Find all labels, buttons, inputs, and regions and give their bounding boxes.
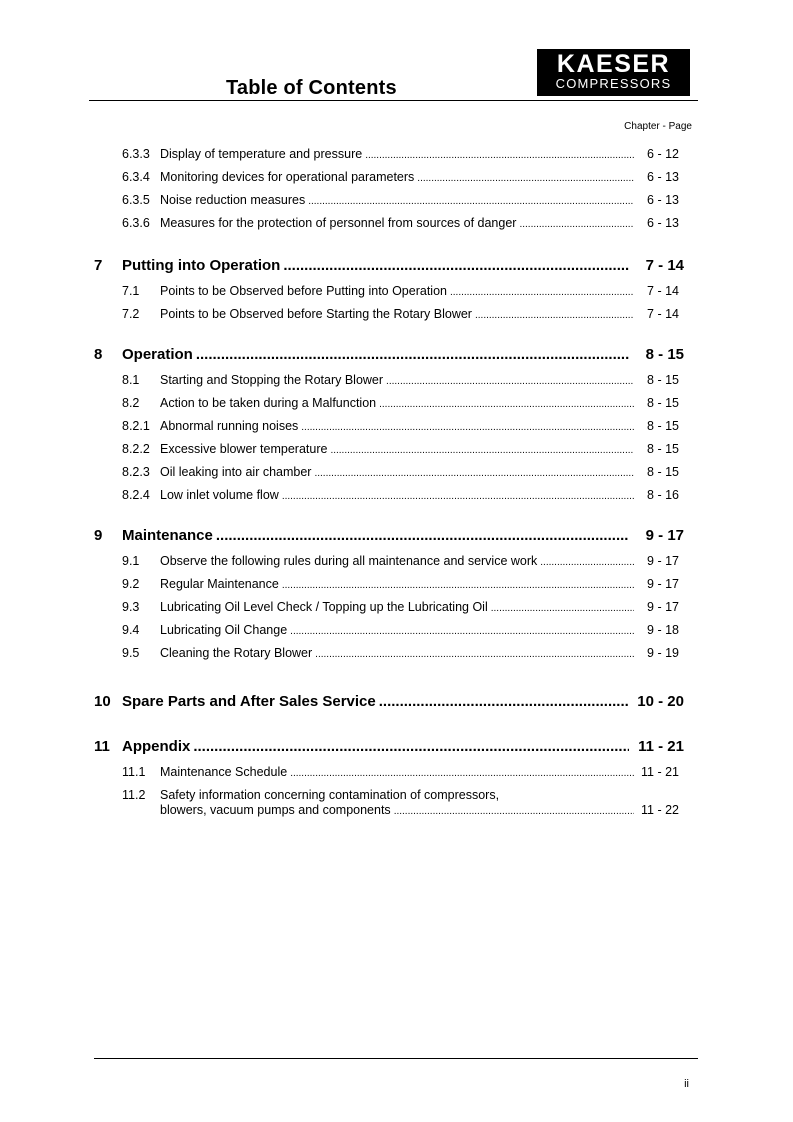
toc-chapter[interactable]	[94, 527, 684, 544]
chapter-page: 8 - 15	[645, 346, 684, 363]
chapter-number: 8	[94, 346, 103, 363]
column-header: Chapter - Page	[624, 121, 692, 132]
logo-wordmark: KAESER	[556, 50, 671, 78]
toc-chapter[interactable]	[94, 693, 684, 710]
toc-entry[interactable]	[122, 577, 679, 591]
entry-number: 11.1	[122, 765, 146, 779]
entry-page: 6 - 13	[647, 216, 679, 230]
entry-number: 8.2	[122, 396, 140, 410]
dot-leader	[282, 580, 634, 591]
dot-leader	[450, 287, 634, 298]
dot-leader	[379, 399, 634, 410]
entry-title: Action to be taken during a Malfunction	[160, 396, 377, 410]
dot-leader	[417, 173, 634, 184]
entry-title: Starting and Stopping the Rotary Blower	[160, 373, 384, 387]
entry-title: Monitoring devices for operational parameters	[160, 170, 415, 184]
toc-chapter[interactable]	[94, 738, 684, 755]
dot-leader	[330, 445, 634, 456]
entry-title: Maintenance Schedule	[160, 765, 288, 779]
dot-leader	[283, 257, 629, 274]
kaeser-logo	[537, 49, 690, 96]
entry-number: 9.3	[122, 600, 140, 614]
chapter-number: 9	[94, 527, 103, 544]
chapter-number: 11	[94, 738, 110, 755]
header-divider	[89, 100, 698, 101]
dot-leader	[216, 527, 629, 544]
entry-page: 6 - 13	[647, 193, 679, 207]
footer-divider	[94, 1058, 698, 1059]
entry-title: Lubricating Oil Change	[160, 623, 288, 637]
entry-number: 6.3.5	[122, 193, 150, 207]
toc-entry[interactable]	[122, 373, 679, 387]
entry-page: 8 - 15	[647, 396, 679, 410]
entry-page: 11 - 22	[641, 803, 679, 817]
entry-page: 8 - 15	[647, 465, 679, 479]
entry-title: Excessive blower temperature	[160, 442, 328, 456]
chapter-page: 9 - 17	[645, 527, 684, 544]
dot-leader	[519, 219, 634, 230]
entry-number: 6.3.3	[122, 147, 150, 161]
logo-subtitle: COMPRESSORS	[555, 76, 672, 91]
dot-leader	[193, 738, 629, 755]
entry-page: 6 - 12	[647, 147, 679, 161]
toc-entry[interactable]	[122, 216, 679, 230]
toc-entry[interactable]	[122, 600, 679, 614]
entry-page: 9 - 18	[647, 623, 679, 637]
dot-leader	[386, 376, 634, 387]
entry-number: 8.2.1	[122, 419, 150, 433]
entry-number: 8.1	[122, 373, 140, 387]
toc-entry[interactable]	[122, 623, 679, 637]
page-title: Table of Contents	[226, 77, 397, 99]
toc-chapter[interactable]	[94, 346, 684, 363]
chapter-title: Appendix	[122, 738, 191, 755]
entry-title: Safety information concerning contamination of compressors,	[160, 788, 500, 802]
entry-number: 7.2	[122, 307, 140, 321]
entry-number: 9.5	[122, 646, 140, 660]
dot-leader	[196, 346, 629, 363]
entry-number: 9.2	[122, 577, 140, 591]
toc-entry[interactable]	[122, 307, 679, 321]
dot-leader	[290, 626, 634, 637]
entry-number: 7.1	[122, 284, 140, 298]
page-number: ii	[684, 1078, 689, 1090]
entry-number: 9.1	[122, 554, 140, 568]
toc-entry[interactable]	[122, 442, 679, 456]
dot-leader	[308, 196, 634, 207]
toc-entry[interactable]	[122, 284, 679, 298]
toc-entry[interactable]	[122, 147, 679, 161]
toc-entry[interactable]	[122, 170, 679, 184]
entry-number: 8.2.4	[122, 488, 150, 502]
entry-title: Abnormal running noises	[160, 419, 299, 433]
entry-title: Low inlet volume flow	[160, 488, 279, 502]
toc-entry[interactable]	[122, 488, 679, 502]
toc-entry[interactable]	[122, 419, 679, 433]
toc-chapter[interactable]	[94, 257, 684, 274]
entry-page: 7 - 14	[647, 284, 679, 298]
entry-title: Noise reduction measures	[160, 193, 306, 207]
toc-entry[interactable]	[122, 396, 679, 410]
entry-title: Oil leaking into air chamber	[160, 465, 312, 479]
toc-entry[interactable]	[122, 554, 679, 568]
entry-title: Regular Maintenance	[160, 577, 279, 591]
entry-title: Lubricating Oil Level Check / Topping up the Lubricating Oil	[160, 600, 488, 614]
entry-title-continued: blowers, vacuum pumps and components	[160, 803, 391, 817]
chapter-title: Putting into Operation	[122, 257, 281, 274]
entry-page: 9 - 19	[647, 646, 679, 660]
entry-title: Points to be Observed before Starting the Rotary Blower	[160, 307, 472, 321]
entry-page: 7 - 14	[647, 307, 679, 321]
chapter-page: 10 - 20	[637, 693, 684, 710]
entry-page: 6 - 13	[647, 170, 679, 184]
entry-page: 9 - 17	[647, 554, 679, 568]
toc-entry[interactable]	[122, 765, 679, 779]
dot-leader	[475, 310, 634, 321]
entry-page: 9 - 17	[647, 577, 679, 591]
chapter-page: 7 - 14	[645, 257, 684, 274]
entry-number: 8.2.3	[122, 465, 150, 479]
dot-leader	[379, 693, 629, 710]
entry-number: 8.2.2	[122, 442, 150, 456]
entry-page: 8 - 16	[647, 488, 679, 502]
entry-number: 11.2	[122, 788, 146, 802]
toc-entry[interactable]	[122, 465, 679, 479]
entry-page: 11 - 21	[641, 765, 679, 779]
entry-title: Points to be Observed before Putting into Operation	[160, 284, 447, 298]
chapter-number: 7	[94, 257, 103, 274]
dot-leader	[314, 468, 634, 479]
dot-leader	[282, 491, 634, 502]
toc-entry[interactable]	[122, 788, 679, 817]
dot-leader	[491, 603, 634, 614]
dot-leader	[290, 768, 634, 779]
toc-entry[interactable]	[122, 193, 679, 207]
entry-title: Measures for the protection of personnel from sources of danger	[160, 216, 517, 230]
dot-leader	[301, 422, 634, 433]
chapter-title: Spare Parts and After Sales Service	[122, 693, 376, 710]
dot-leader	[365, 150, 634, 161]
entry-page: 8 - 15	[647, 373, 679, 387]
entry-title: Cleaning the Rotary Blower	[160, 646, 313, 660]
entry-number: 9.4	[122, 623, 140, 637]
toc-entry[interactable]	[122, 646, 679, 660]
entry-page: 8 - 15	[647, 442, 679, 456]
chapter-title: Maintenance	[122, 527, 213, 544]
chapter-title: Operation	[122, 346, 193, 363]
chapter-page: 11 - 21	[638, 738, 684, 755]
dot-leader	[315, 649, 634, 660]
dot-leader	[394, 806, 634, 817]
entry-title: Observe the following rules during all maintenance and service work	[160, 554, 538, 568]
dot-leader	[540, 557, 634, 568]
entry-page: 8 - 15	[647, 419, 679, 433]
entry-number: 6.3.6	[122, 216, 150, 230]
chapter-number: 10	[94, 693, 111, 710]
entry-page: 9 - 17	[647, 600, 679, 614]
entry-number: 6.3.4	[122, 170, 150, 184]
entry-title: Display of temperature and pressure	[160, 147, 363, 161]
